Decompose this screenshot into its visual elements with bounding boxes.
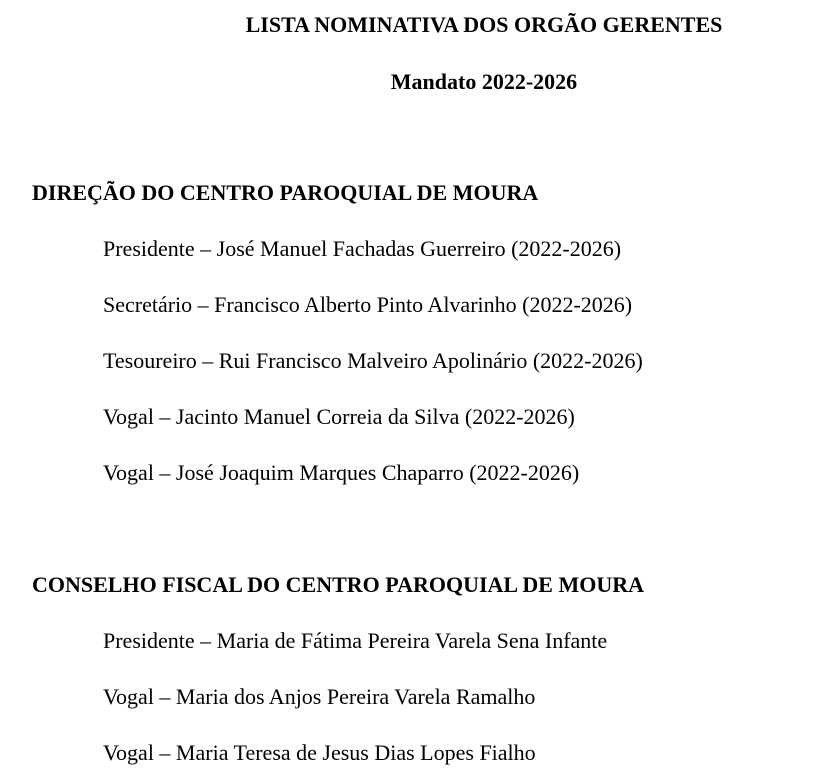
document-title: LISTA NOMINATIVA DOS ORGÃO GERENTES [245,12,723,37]
document-subtitle: Mandato 2022-2026 [390,69,578,94]
member-vogal: Vogal – Jacinto Manuel Correia da Silva (2022-2026) [103,404,575,429]
member-presidente: Presidente – José Manuel Fachadas Guerreiro (2022-2026) [103,236,622,261]
member-vogal: Vogal – José Joaquim Marques Chaparro (2022-2026) [103,460,580,485]
member-vogal: Vogal – Maria Teresa de Jesus Dias Lopes Fialho [103,740,536,765]
member-tesoureiro: Tesoureiro – Rui Francisco Malveiro Apolinário (2022-2026) [103,348,643,373]
member-vogal: Vogal – Maria dos Anjos Pereira Varela Ramalho [103,684,536,709]
section-heading-direcao: DIREÇÃO DO CENTRO PAROQUIAL DE MOURA [32,180,539,205]
member-presidente: Presidente – Maria de Fátima Pereira Varela Sena Infante [103,628,608,653]
section-heading-conselho-fiscal: CONSELHO FISCAL DO CENTRO PAROQUIAL DE MOURA [32,572,644,597]
member-secretario: Secretário – Francisco Alberto Pinto Alvarinho (2022-2026) [103,292,633,317]
